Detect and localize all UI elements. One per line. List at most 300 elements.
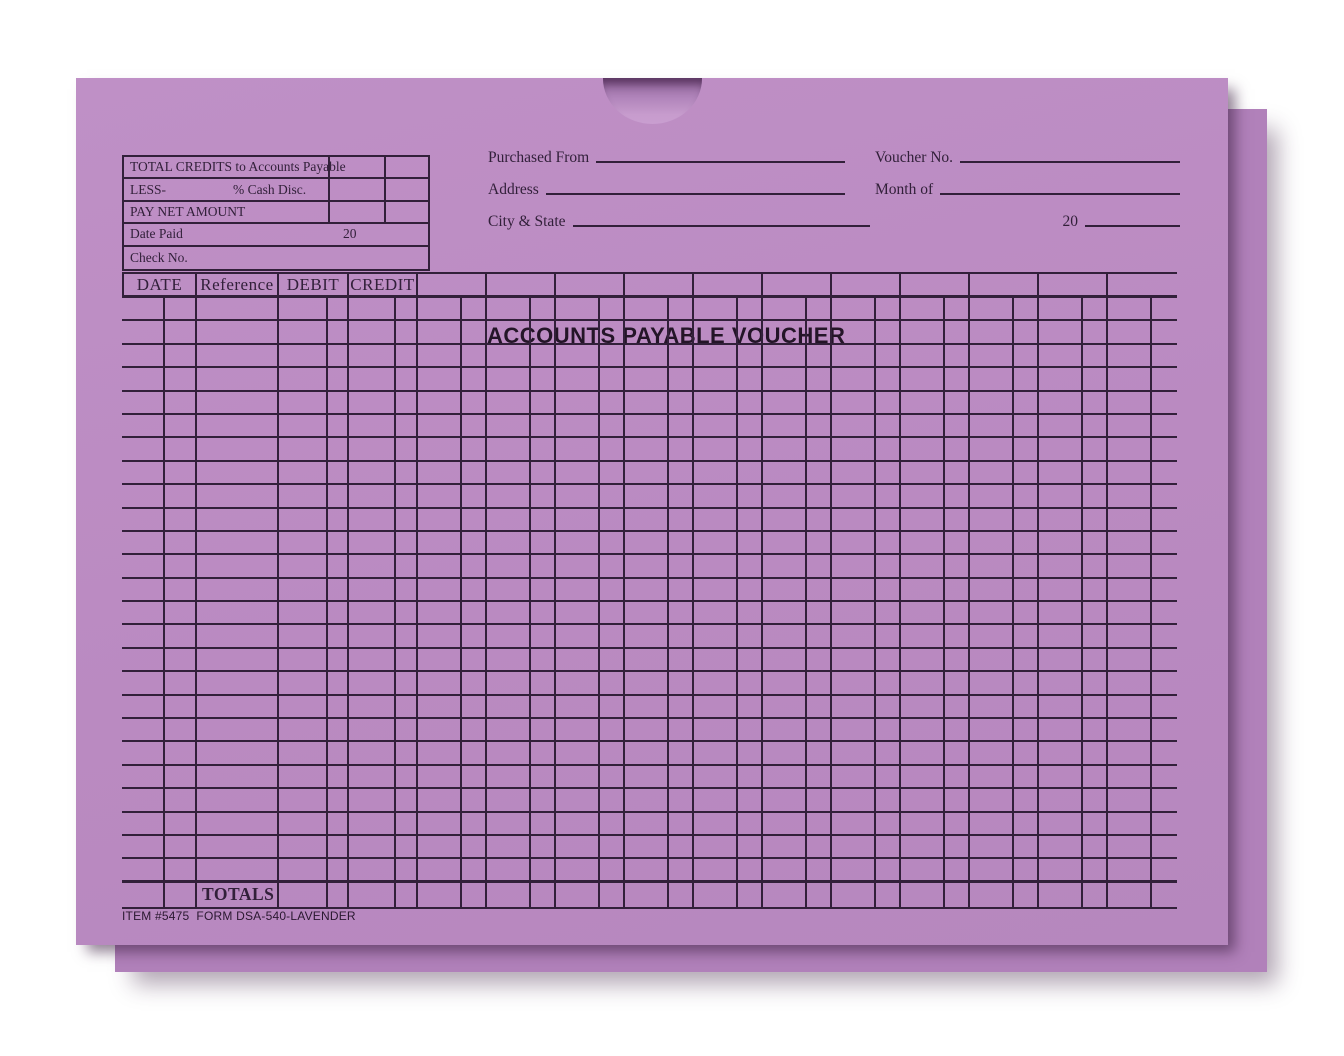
ledger-cell (349, 742, 396, 765)
ledger-cell (122, 649, 165, 672)
ledger-cell (487, 696, 531, 719)
ledger-cell (832, 415, 876, 438)
ledger-cell (1152, 789, 1177, 812)
ledger-cell (970, 836, 1014, 859)
ledger-cell (556, 392, 600, 415)
ledger-cell (694, 579, 738, 602)
ledger-cell (1108, 438, 1152, 461)
ledger-cell (625, 532, 669, 555)
ledger-cell (349, 555, 396, 578)
ledger-cell (945, 509, 970, 532)
ledger-cell (763, 672, 807, 695)
ledger-cell (970, 462, 1014, 485)
ledger-cell (556, 368, 600, 391)
ledger-cell (531, 368, 556, 391)
ledger-cell (945, 485, 970, 508)
ledger-cell (122, 672, 165, 695)
ledger-cell (832, 532, 876, 555)
ledger-cell (531, 298, 556, 321)
ledger-cell (197, 813, 279, 836)
ledger-cell (349, 392, 396, 415)
ledger-cell (807, 555, 832, 578)
ledger-cell (1108, 813, 1152, 836)
ledger-cell (165, 509, 197, 532)
ledger-cell (418, 345, 462, 368)
ledger-cell (600, 719, 625, 742)
ledger-cell (694, 392, 738, 415)
ledger-cell (418, 602, 462, 625)
ledger-cell (669, 438, 694, 461)
ledger-cell (1014, 415, 1039, 438)
ledger-cell (738, 415, 763, 438)
totals-cell (876, 883, 901, 909)
totals-cell (418, 883, 462, 909)
ledger-cell (832, 742, 876, 765)
ledger-cell (122, 462, 165, 485)
ledger-cell (669, 719, 694, 742)
ledger-cell (531, 813, 556, 836)
ledger-cell (1152, 485, 1177, 508)
ledger-cell (600, 368, 625, 391)
ledger-cell (763, 789, 807, 812)
ledger-cell (970, 766, 1014, 789)
ledger-cell (807, 345, 832, 368)
ledger-cell (328, 345, 349, 368)
ledger-cell (349, 719, 396, 742)
totals-cell (556, 883, 600, 909)
ledger-cell (279, 696, 328, 719)
ledger-cell (328, 859, 349, 882)
ledger-cell (600, 602, 625, 625)
ledger-cell (1083, 368, 1108, 391)
ledger-cell (1108, 649, 1152, 672)
ledger-cell (556, 602, 600, 625)
ledger-cell (876, 742, 901, 765)
envelope-front (76, 78, 1228, 945)
ledger-cell (122, 579, 165, 602)
ledger-cell (1083, 766, 1108, 789)
totals-cell (122, 883, 165, 909)
ledger-cell (625, 392, 669, 415)
ledger-cell (1108, 766, 1152, 789)
ledger-cell (349, 766, 396, 789)
ledger-cell (625, 462, 669, 485)
ledger-cell (418, 672, 462, 695)
ledger-table (122, 272, 1177, 909)
ledger-cell (763, 766, 807, 789)
ledger-cell (945, 719, 970, 742)
ledger-cell (165, 719, 197, 742)
ledger-cell (197, 602, 279, 625)
ledger-cell (669, 462, 694, 485)
ledger-cell (418, 392, 462, 415)
ledger-cell (807, 485, 832, 508)
ledger-cell (328, 696, 349, 719)
ledger-cell (876, 766, 901, 789)
ledger-cell (970, 392, 1014, 415)
ledger-cell (876, 602, 901, 625)
ledger-cell (531, 766, 556, 789)
ledger-cell (165, 836, 197, 859)
ledger-cell (669, 602, 694, 625)
totals-cell (832, 883, 876, 909)
ledger-cell (487, 719, 531, 742)
ledger-cell (901, 368, 945, 391)
ledger-cell (487, 742, 531, 765)
ledger-cell (122, 836, 165, 859)
ledger-cell (669, 625, 694, 648)
ledger-cell (531, 392, 556, 415)
totals-cell (328, 883, 349, 909)
ledger-cell (600, 298, 625, 321)
ledger-cell (396, 345, 418, 368)
ledger-cell (970, 532, 1014, 555)
ledger-cell (556, 555, 600, 578)
ledger-cell (328, 742, 349, 765)
ledger-cell (970, 602, 1014, 625)
ledger-cell (1083, 321, 1108, 344)
ledger-cell (462, 532, 487, 555)
totals-cell (349, 883, 396, 909)
city-state-line (573, 225, 871, 227)
ledger-cell (625, 438, 669, 461)
ledger-cell (1039, 859, 1083, 882)
ledger-cell (738, 696, 763, 719)
ledger-cell (197, 859, 279, 882)
ledger-cell (122, 345, 165, 368)
ledger-cell (1108, 672, 1152, 695)
ledger-cell (396, 766, 418, 789)
ledger-cell (1108, 836, 1152, 859)
ledger-cell (832, 602, 876, 625)
ledger-cell (600, 555, 625, 578)
ledger-cell (531, 415, 556, 438)
ledger-cell (1083, 789, 1108, 812)
ledger-cell (1083, 415, 1108, 438)
city-state-label: City & State (488, 212, 566, 230)
ledger-cell (1152, 532, 1177, 555)
ledger-cell (625, 321, 669, 344)
ledger-cell (487, 649, 531, 672)
ledger-cell (462, 509, 487, 532)
ledger-cell (165, 649, 197, 672)
ledger-cell (165, 742, 197, 765)
ledger-cell (1108, 415, 1152, 438)
ledger-cell (349, 625, 396, 648)
header-fields (488, 134, 1180, 230)
ledger-cell (197, 766, 279, 789)
ledger-cell (1152, 813, 1177, 836)
ledger-cell (1083, 672, 1108, 695)
ledger-cell (694, 509, 738, 532)
ledger-cell (487, 345, 531, 368)
ledger-cell (738, 766, 763, 789)
ledger-cell (970, 719, 1014, 742)
ledger-cell (122, 392, 165, 415)
ledger-cell (945, 672, 970, 695)
ledger-cell (738, 345, 763, 368)
ledger-cell (122, 509, 165, 532)
ledger-cell (600, 813, 625, 836)
ledger-cell (738, 368, 763, 391)
total-credits-cents-cell (386, 157, 428, 179)
ledger-cell (876, 579, 901, 602)
ledger-cell (328, 649, 349, 672)
ledger-cell (1083, 345, 1108, 368)
ledger-cell (1108, 579, 1152, 602)
ledger-cell (556, 649, 600, 672)
ledger-cell (763, 859, 807, 882)
ledger-cell (832, 719, 876, 742)
ledger-cell (418, 859, 462, 882)
ledger-cell (165, 789, 197, 812)
ledger-cell (694, 438, 738, 461)
form-item-number: ITEM #5475 FORM DSA-540-LAVENDER (122, 909, 356, 923)
ledger-cell (625, 766, 669, 789)
ledger-cell (832, 789, 876, 812)
ledger-cell (1039, 789, 1083, 812)
totals-cell (970, 883, 1014, 909)
ledger-cell (1152, 742, 1177, 765)
ledger-cell (945, 813, 970, 836)
ledger-cell (418, 485, 462, 508)
ledger-cell (197, 298, 279, 321)
ledger-cell (556, 859, 600, 882)
ledger-cell (694, 625, 738, 648)
ledger-cell (669, 532, 694, 555)
ledger-cell (669, 392, 694, 415)
ledger-cell (418, 509, 462, 532)
ledger-cell (763, 813, 807, 836)
ledger-cell (1152, 602, 1177, 625)
ledger-cell (738, 509, 763, 532)
ledger-cell (625, 579, 669, 602)
ledger-cell (600, 696, 625, 719)
ledger-cell (556, 321, 600, 344)
summary-box (122, 155, 430, 271)
ledger-cell (1039, 368, 1083, 391)
purchased-from-label: Purchased From (488, 148, 590, 166)
ledger-cell (462, 438, 487, 461)
ledger-cell (279, 766, 328, 789)
ledger-cell (122, 625, 165, 648)
ledger-cell (901, 438, 945, 461)
ledger-cell (832, 321, 876, 344)
ledger-cell (807, 532, 832, 555)
ledger-cell (197, 438, 279, 461)
ledger-cell (396, 859, 418, 882)
ledger-cell (970, 555, 1014, 578)
ledger-cell (279, 649, 328, 672)
ledger-cell (1108, 625, 1152, 648)
ledger-cell (462, 742, 487, 765)
ledger-cell (832, 696, 876, 719)
ledger-cell (970, 485, 1014, 508)
ledger-cell (600, 672, 625, 695)
ledger-cell (832, 392, 876, 415)
ledger-cell (669, 321, 694, 344)
column-header-debit: DEBIT (279, 274, 349, 298)
ledger-cell (738, 392, 763, 415)
ledger-cell (807, 836, 832, 859)
ledger-cell (122, 368, 165, 391)
column-header-blank (832, 274, 901, 298)
totals-cell (945, 883, 970, 909)
ledger-cell (763, 392, 807, 415)
ledger-cell (487, 625, 531, 648)
ledger-cell (945, 392, 970, 415)
ledger-cell (763, 742, 807, 765)
ledger-cell (1039, 766, 1083, 789)
ledger-cell (832, 555, 876, 578)
ledger-cell (396, 789, 418, 812)
ledger-cell (556, 462, 600, 485)
ledger-cell (349, 859, 396, 882)
ledger-cell (122, 766, 165, 789)
ledger-cell (970, 859, 1014, 882)
ledger-cell (945, 649, 970, 672)
ledger-cell (197, 579, 279, 602)
ledger-cell (396, 719, 418, 742)
ledger-cell (945, 696, 970, 719)
ledger-cell (600, 742, 625, 765)
ledger-cell (556, 625, 600, 648)
ledger-cell (738, 672, 763, 695)
thumb-cut-notch (603, 78, 702, 124)
ledger-cell (738, 625, 763, 648)
ledger-cell (531, 462, 556, 485)
ledger-cell (1108, 789, 1152, 812)
ledger-cell (418, 813, 462, 836)
ledger-cell (418, 438, 462, 461)
ledger-cell (1108, 368, 1152, 391)
ledger-cell (901, 485, 945, 508)
ledger-cell (1083, 485, 1108, 508)
ledger-cell (669, 836, 694, 859)
ledger-cell (1152, 298, 1177, 321)
ledger-cell (970, 509, 1014, 532)
ledger-cell (970, 438, 1014, 461)
totals-cell (1039, 883, 1083, 909)
ledger-cell (556, 672, 600, 695)
ledger-cell (418, 742, 462, 765)
ledger-cell (1014, 836, 1039, 859)
ledger-cell (328, 766, 349, 789)
ledger-cell (694, 462, 738, 485)
ledger-cell (556, 813, 600, 836)
ledger-cell (1014, 859, 1039, 882)
ledger-cell (396, 555, 418, 578)
ledger-cell (122, 532, 165, 555)
ledger-cell (763, 625, 807, 648)
ledger-cell (876, 462, 901, 485)
ledger-cell (165, 579, 197, 602)
field-row-1 (488, 134, 1180, 166)
ledger-cell (531, 719, 556, 742)
ledger-cell (531, 649, 556, 672)
ledger-cell (694, 532, 738, 555)
ledger-cell (832, 462, 876, 485)
ledger-cell (328, 298, 349, 321)
ledger-cell (1039, 555, 1083, 578)
ledger-cell (901, 345, 945, 368)
ledger-cell (279, 742, 328, 765)
ledger-cell (279, 321, 328, 344)
ledger-cell (462, 368, 487, 391)
ledger-cell (1083, 462, 1108, 485)
ledger-cell (876, 321, 901, 344)
ledger-cell (165, 532, 197, 555)
ledger-cell (1014, 509, 1039, 532)
ledger-cell (738, 462, 763, 485)
ledger-cell (531, 602, 556, 625)
ledger-cell (901, 321, 945, 344)
ledger-cell (349, 298, 396, 321)
ledger-cell (970, 415, 1014, 438)
cash-disc-label: % Cash Disc. (233, 181, 307, 197)
ledger-cell (600, 789, 625, 812)
ledger-cell (945, 555, 970, 578)
ledger-cell (328, 672, 349, 695)
ledger-cell (1152, 579, 1177, 602)
ledger-cell (694, 766, 738, 789)
ledger-cell (122, 321, 165, 344)
ledger-cell (165, 392, 197, 415)
ledger-cell (349, 813, 396, 836)
ledger-cell (1039, 345, 1083, 368)
ledger-cell (738, 438, 763, 461)
ledger-cell (669, 813, 694, 836)
ledger-cell (738, 485, 763, 508)
ledger-cell (487, 415, 531, 438)
ledger-cell (625, 602, 669, 625)
ledger-cell (669, 345, 694, 368)
ledger-cell (763, 485, 807, 508)
ledger-cell (600, 836, 625, 859)
ledger-cell (1083, 696, 1108, 719)
ledger-cell (279, 579, 328, 602)
ledger-cell (970, 345, 1014, 368)
ledger-cell (945, 438, 970, 461)
ledger-cell (531, 509, 556, 532)
ledger-cell (418, 462, 462, 485)
ledger-cell (1014, 345, 1039, 368)
ledger-cell (694, 298, 738, 321)
ledger-cell (197, 368, 279, 391)
voucher-no-line (960, 161, 1180, 163)
ledger-cell (396, 649, 418, 672)
ledger-cell (418, 836, 462, 859)
totals-cell (1108, 883, 1152, 909)
ledger-cell (763, 836, 807, 859)
ledger-cell (487, 438, 531, 461)
ledger-cell (328, 579, 349, 602)
ledger-cell (197, 836, 279, 859)
ledger-cell (763, 345, 807, 368)
address-label: Address (488, 180, 539, 198)
ledger-cell (1039, 415, 1083, 438)
ledger-cell (832, 649, 876, 672)
ledger-cell (197, 392, 279, 415)
ledger-cell (487, 672, 531, 695)
ledger-cell (945, 625, 970, 648)
ledger-cell (738, 555, 763, 578)
ledger-cell (279, 532, 328, 555)
ledger-cell (279, 555, 328, 578)
ledger-cell (328, 836, 349, 859)
ledger-cell (901, 766, 945, 789)
ledger-cell (418, 415, 462, 438)
